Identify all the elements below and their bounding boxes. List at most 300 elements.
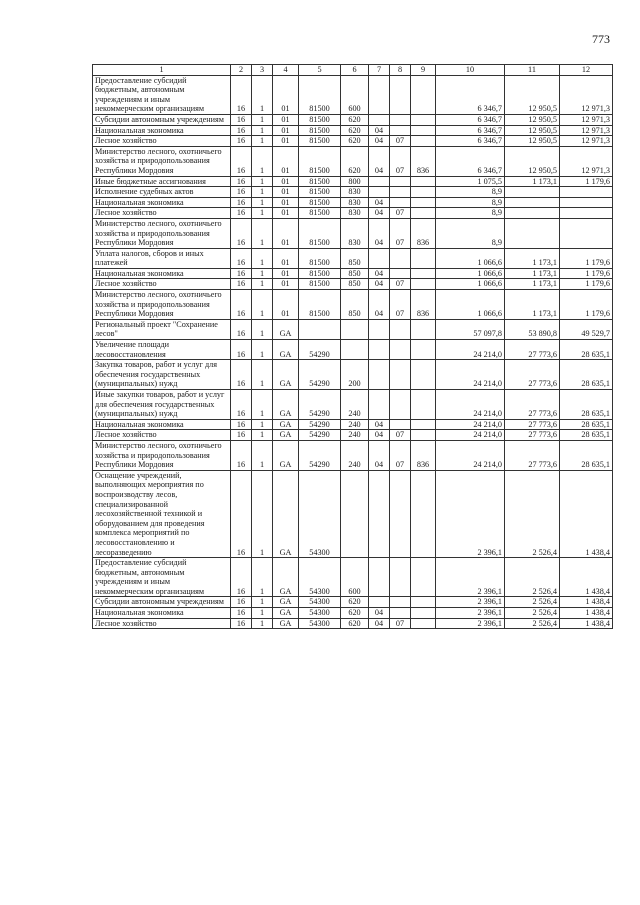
code-cell: 04 [369, 218, 390, 248]
code-cell: 81500 [299, 279, 341, 290]
code-cell: 81500 [299, 176, 341, 187]
row-label: Субсидии автономным учреждениям [93, 114, 231, 125]
code-cell [411, 279, 436, 290]
code-cell: 620 [341, 125, 369, 136]
column-header: 12 [560, 65, 613, 76]
amount-cell: 49 529,7 [560, 319, 613, 339]
code-cell [369, 470, 390, 557]
amount-cell: 12 971,3 [560, 125, 613, 136]
code-cell: 81500 [299, 125, 341, 136]
amount-cell: 1 173,1 [505, 279, 560, 290]
code-cell [341, 319, 369, 339]
code-cell: 07 [390, 618, 411, 629]
code-cell: 16 [231, 470, 252, 557]
amount-cell: 1 173,1 [505, 248, 560, 268]
code-cell: 830 [341, 187, 369, 198]
table-row [93, 136, 613, 147]
amount-cell: 1 066,6 [436, 268, 505, 279]
code-cell: GA [273, 608, 299, 619]
code-cell: 16 [231, 290, 252, 320]
code-cell: 07 [390, 290, 411, 320]
amount-cell: 1 173,1 [505, 290, 560, 320]
code-cell: 1 [252, 319, 273, 339]
code-cell: 01 [273, 290, 299, 320]
column-header: 1 [93, 65, 231, 76]
code-cell: 1 [252, 558, 273, 597]
amount-cell: 57 097,8 [436, 319, 505, 339]
code-cell: 200 [341, 360, 369, 390]
code-cell: 04 [369, 268, 390, 279]
code-cell: 07 [390, 218, 411, 248]
code-cell [411, 470, 436, 557]
code-cell: 1 [252, 618, 273, 629]
table-row [93, 146, 613, 176]
code-cell: 81500 [299, 248, 341, 268]
code-cell: 16 [231, 136, 252, 147]
code-cell [411, 360, 436, 390]
code-cell: 1 [252, 248, 273, 268]
code-cell [390, 176, 411, 187]
amount-cell [505, 218, 560, 248]
code-cell [411, 136, 436, 147]
amount-cell: 2 396,1 [436, 618, 505, 629]
code-cell: 54290 [299, 430, 341, 441]
amount-cell: 6 346,7 [436, 146, 505, 176]
amount-cell: 1 438,4 [560, 597, 613, 608]
amount-cell [560, 208, 613, 219]
code-cell: 600 [341, 75, 369, 114]
row-label: Национальная экономика [93, 197, 231, 208]
amount-cell: 24 214,0 [436, 419, 505, 430]
amount-cell: 12 950,5 [505, 125, 560, 136]
amount-cell: 1 066,6 [436, 248, 505, 268]
amount-cell: 28 635,1 [560, 390, 613, 420]
table-row [93, 75, 613, 114]
code-cell: 1 [252, 75, 273, 114]
row-label: Уплата налогов, сборов и иных платежей [93, 248, 231, 268]
code-cell [369, 390, 390, 420]
column-header: 8 [390, 65, 411, 76]
code-cell [411, 597, 436, 608]
code-cell: 16 [231, 197, 252, 208]
code-cell: 16 [231, 146, 252, 176]
amount-cell [560, 197, 613, 208]
code-cell: 01 [273, 197, 299, 208]
code-cell: 81500 [299, 187, 341, 198]
amount-cell [560, 187, 613, 198]
code-cell [390, 248, 411, 268]
table-row [93, 197, 613, 208]
code-cell [369, 248, 390, 268]
table-row [93, 268, 613, 279]
code-cell: GA [273, 390, 299, 420]
code-cell: 836 [411, 440, 436, 470]
code-cell: 240 [341, 390, 369, 420]
table-row [93, 430, 613, 441]
code-cell: 01 [273, 114, 299, 125]
amount-cell: 53 890,8 [505, 319, 560, 339]
code-cell: 81500 [299, 146, 341, 176]
code-cell: 54290 [299, 340, 341, 360]
amount-cell [505, 187, 560, 198]
row-label: Министерство лесного, охотничьего хозяйства и природопользования Республики Мордовия [93, 290, 231, 320]
code-cell: 01 [273, 218, 299, 248]
code-cell: GA [273, 618, 299, 629]
table-row [93, 608, 613, 619]
code-cell: 800 [341, 176, 369, 187]
row-label: Региональный проект "Сохранение лесов" [93, 319, 231, 339]
code-cell: 16 [231, 75, 252, 114]
code-cell: 81500 [299, 268, 341, 279]
code-cell: 81500 [299, 197, 341, 208]
code-cell: GA [273, 597, 299, 608]
code-cell: 16 [231, 440, 252, 470]
code-cell: 01 [273, 176, 299, 187]
code-cell: 1 [252, 608, 273, 619]
code-cell: 07 [390, 146, 411, 176]
code-cell: 620 [341, 114, 369, 125]
amount-cell: 6 346,7 [436, 125, 505, 136]
column-header: 3 [252, 65, 273, 76]
row-label: Лесное хозяйство [93, 208, 231, 219]
amount-cell: 28 635,1 [560, 340, 613, 360]
code-cell: 836 [411, 146, 436, 176]
code-cell [411, 608, 436, 619]
code-cell: 04 [369, 430, 390, 441]
amount-cell: 2 526,4 [505, 470, 560, 557]
amount-cell: 1 066,6 [436, 290, 505, 320]
code-cell: 1 [252, 125, 273, 136]
row-label: Национальная экономика [93, 125, 231, 136]
amount-cell: 6 346,7 [436, 114, 505, 125]
amount-cell: 6 346,7 [436, 75, 505, 114]
row-label: Министерство лесного, охотничьего хозяйства и природопользования Республики Мордовия [93, 440, 231, 470]
amount-cell [560, 218, 613, 248]
code-cell [390, 608, 411, 619]
code-cell: 1 [252, 114, 273, 125]
code-cell: 16 [231, 208, 252, 219]
code-cell: 240 [341, 430, 369, 441]
amount-cell: 1 179,6 [560, 290, 613, 320]
code-cell: 01 [273, 279, 299, 290]
row-label: Закупка товаров, работ и услуг для обеспечения государственных (муниципальных) нужд [93, 360, 231, 390]
amount-cell: 1 075,5 [436, 176, 505, 187]
table-row [93, 597, 613, 608]
code-cell: 07 [390, 208, 411, 219]
code-cell [390, 319, 411, 339]
code-cell [411, 197, 436, 208]
amount-cell: 1 438,4 [560, 608, 613, 619]
amount-cell: 1 173,1 [505, 176, 560, 187]
table-row [93, 125, 613, 136]
amount-cell: 24 214,0 [436, 340, 505, 360]
table-row [93, 558, 613, 597]
table-header-row [93, 65, 613, 76]
code-cell: 1 [252, 218, 273, 248]
code-cell: 04 [369, 618, 390, 629]
table-row [93, 279, 613, 290]
code-cell: 04 [369, 279, 390, 290]
table-row [93, 319, 613, 339]
amount-cell: 1 179,6 [560, 268, 613, 279]
code-cell: 1 [252, 390, 273, 420]
code-cell: 04 [369, 208, 390, 219]
code-cell [390, 360, 411, 390]
code-cell: 16 [231, 187, 252, 198]
code-cell: 16 [231, 176, 252, 187]
column-header: 6 [341, 65, 369, 76]
code-cell: 01 [273, 268, 299, 279]
code-cell: 1 [252, 197, 273, 208]
code-cell: 54290 [299, 360, 341, 390]
code-cell [390, 340, 411, 360]
amount-cell: 24 214,0 [436, 360, 505, 390]
amount-cell: 24 214,0 [436, 430, 505, 441]
amount-cell: 12 950,5 [505, 75, 560, 114]
amount-cell: 2 396,1 [436, 470, 505, 557]
amount-cell: 1 066,6 [436, 279, 505, 290]
row-label: Субсидии автономным учреждениям [93, 597, 231, 608]
code-cell: 1 [252, 290, 273, 320]
code-cell [390, 558, 411, 597]
code-cell [411, 208, 436, 219]
code-cell: 04 [369, 290, 390, 320]
code-cell: 16 [231, 279, 252, 290]
amount-cell: 8,9 [436, 208, 505, 219]
code-cell: GA [273, 470, 299, 557]
row-label: Национальная экономика [93, 268, 231, 279]
code-cell: 54300 [299, 597, 341, 608]
amount-cell: 8,9 [436, 218, 505, 248]
code-cell: 1 [252, 136, 273, 147]
code-cell: 16 [231, 218, 252, 248]
code-cell [390, 75, 411, 114]
amount-cell: 28 635,1 [560, 360, 613, 390]
row-label: Национальная экономика [93, 419, 231, 430]
amount-cell: 12 971,3 [560, 146, 613, 176]
code-cell: 07 [390, 136, 411, 147]
row-label: Лесное хозяйство [93, 430, 231, 441]
amount-cell: 28 635,1 [560, 440, 613, 470]
code-cell: GA [273, 340, 299, 360]
code-cell [369, 558, 390, 597]
amount-cell: 27 773,6 [505, 440, 560, 470]
code-cell: 01 [273, 146, 299, 176]
code-cell: 850 [341, 268, 369, 279]
code-cell: GA [273, 558, 299, 597]
amount-cell: 1 438,4 [560, 618, 613, 629]
code-cell: 54290 [299, 440, 341, 470]
code-cell: 04 [369, 440, 390, 470]
page-number: 773 [592, 32, 610, 46]
code-cell: 01 [273, 125, 299, 136]
amount-cell: 12 971,3 [560, 114, 613, 125]
code-cell: 16 [231, 608, 252, 619]
amount-cell: 1 179,6 [560, 279, 613, 290]
code-cell: 16 [231, 558, 252, 597]
code-cell: GA [273, 319, 299, 339]
code-cell: 54290 [299, 390, 341, 420]
code-cell: 04 [369, 197, 390, 208]
code-cell: 07 [390, 440, 411, 470]
table-row [93, 114, 613, 125]
amount-cell: 27 773,6 [505, 340, 560, 360]
code-cell: GA [273, 430, 299, 441]
column-header: 2 [231, 65, 252, 76]
code-cell: 850 [341, 279, 369, 290]
code-cell: 81500 [299, 114, 341, 125]
row-label: Оснащение учреждений, выполняющих мероприятия по воспроизводству лесов, специализированной лесохозяйственной техникой и оборудованием для проведения комплекса мероприятий по лесовосстановлению и лесоразведению [93, 470, 231, 557]
code-cell [369, 360, 390, 390]
code-cell [411, 268, 436, 279]
code-cell: 16 [231, 248, 252, 268]
code-cell: 836 [411, 218, 436, 248]
code-cell: 1 [252, 360, 273, 390]
code-cell: 04 [369, 146, 390, 176]
code-cell [390, 197, 411, 208]
code-cell: 54290 [299, 419, 341, 430]
code-cell [411, 248, 436, 268]
table-row [93, 218, 613, 248]
code-cell [369, 319, 390, 339]
code-cell: 1 [252, 440, 273, 470]
code-cell [411, 75, 436, 114]
code-cell: 04 [369, 125, 390, 136]
code-cell: 1 [252, 279, 273, 290]
row-label: Исполнение судебных актов [93, 187, 231, 198]
code-cell [411, 319, 436, 339]
amount-cell: 27 773,6 [505, 430, 560, 441]
amount-cell [505, 208, 560, 219]
code-cell: 81500 [299, 75, 341, 114]
amount-cell: 6 346,7 [436, 136, 505, 147]
table-row [93, 470, 613, 557]
row-label: Лесное хозяйство [93, 618, 231, 629]
code-cell: 1 [252, 268, 273, 279]
code-cell: 830 [341, 197, 369, 208]
code-cell: 1 [252, 187, 273, 198]
code-cell: 81500 [299, 290, 341, 320]
code-cell: 850 [341, 248, 369, 268]
code-cell: 16 [231, 390, 252, 420]
code-cell: 620 [341, 618, 369, 629]
table-row [93, 440, 613, 470]
amount-cell: 1 179,6 [560, 176, 613, 187]
amount-cell [505, 197, 560, 208]
table-row [93, 340, 613, 360]
amount-cell: 12 971,3 [560, 75, 613, 114]
code-cell [411, 558, 436, 597]
code-cell: 600 [341, 558, 369, 597]
code-cell [411, 390, 436, 420]
amount-cell: 12 950,5 [505, 136, 560, 147]
code-cell: 1 [252, 208, 273, 219]
code-cell: 07 [390, 430, 411, 441]
code-cell [390, 390, 411, 420]
code-cell: 1 [252, 597, 273, 608]
code-cell: 16 [231, 114, 252, 125]
code-cell: 16 [231, 268, 252, 279]
amount-cell: 12 950,5 [505, 146, 560, 176]
table-row [93, 248, 613, 268]
code-cell: 01 [273, 75, 299, 114]
amount-cell: 2 526,4 [505, 608, 560, 619]
code-cell [411, 419, 436, 430]
code-cell: 620 [341, 136, 369, 147]
amount-cell: 8,9 [436, 187, 505, 198]
table-row [93, 176, 613, 187]
code-cell [411, 114, 436, 125]
code-cell: 1 [252, 176, 273, 187]
code-cell [369, 114, 390, 125]
table-row [93, 618, 613, 629]
column-header: 5 [299, 65, 341, 76]
amount-cell: 1 179,6 [560, 248, 613, 268]
code-cell: 81500 [299, 208, 341, 219]
row-label: Министерство лесного, охотничьего хозяйства и природопользования Республики Мордовия [93, 218, 231, 248]
amount-cell: 2 396,1 [436, 597, 505, 608]
code-cell [390, 125, 411, 136]
amount-cell: 2 396,1 [436, 558, 505, 597]
code-cell: 1 [252, 340, 273, 360]
amount-cell: 27 773,6 [505, 390, 560, 420]
row-label: Министерство лесного, охотничьего хозяйства и природопользования Республики Мордовия [93, 146, 231, 176]
amount-cell: 2 396,1 [436, 608, 505, 619]
code-cell [411, 125, 436, 136]
amount-cell: 24 214,0 [436, 390, 505, 420]
row-label: Предоставление субсидий бюджетным, автономным учреждениям и иным некоммерческим организациям [93, 558, 231, 597]
code-cell: 54300 [299, 608, 341, 619]
code-cell: GA [273, 440, 299, 470]
amount-cell: 1 438,4 [560, 470, 613, 557]
column-header: 11 [505, 65, 560, 76]
code-cell: GA [273, 419, 299, 430]
code-cell: 81500 [299, 218, 341, 248]
code-cell: 830 [341, 218, 369, 248]
budget-table [92, 64, 613, 629]
row-label: Увеличение площади лесовосстановления [93, 340, 231, 360]
code-cell: 01 [273, 187, 299, 198]
table-row [93, 419, 613, 430]
code-cell: 16 [231, 419, 252, 430]
code-cell: 16 [231, 360, 252, 390]
code-cell: 04 [369, 136, 390, 147]
code-cell [369, 187, 390, 198]
code-cell: 54300 [299, 470, 341, 557]
code-cell: 81500 [299, 136, 341, 147]
amount-cell: 1 438,4 [560, 558, 613, 597]
code-cell [369, 176, 390, 187]
column-header: 9 [411, 65, 436, 76]
amount-cell: 2 526,4 [505, 597, 560, 608]
code-cell: 620 [341, 608, 369, 619]
code-cell [341, 340, 369, 360]
code-cell: 620 [341, 146, 369, 176]
code-cell [390, 419, 411, 430]
code-cell: 54300 [299, 618, 341, 629]
code-cell: 16 [231, 340, 252, 360]
code-cell [369, 340, 390, 360]
amount-cell: 24 214,0 [436, 440, 505, 470]
row-label: Национальная экономика [93, 608, 231, 619]
amount-cell: 2 526,4 [505, 558, 560, 597]
row-label: Лесное хозяйство [93, 136, 231, 147]
amount-cell: 12 950,5 [505, 114, 560, 125]
code-cell: 01 [273, 208, 299, 219]
row-label: Иные бюджетные ассигнования [93, 176, 231, 187]
code-cell: 04 [369, 419, 390, 430]
code-cell: 240 [341, 440, 369, 470]
